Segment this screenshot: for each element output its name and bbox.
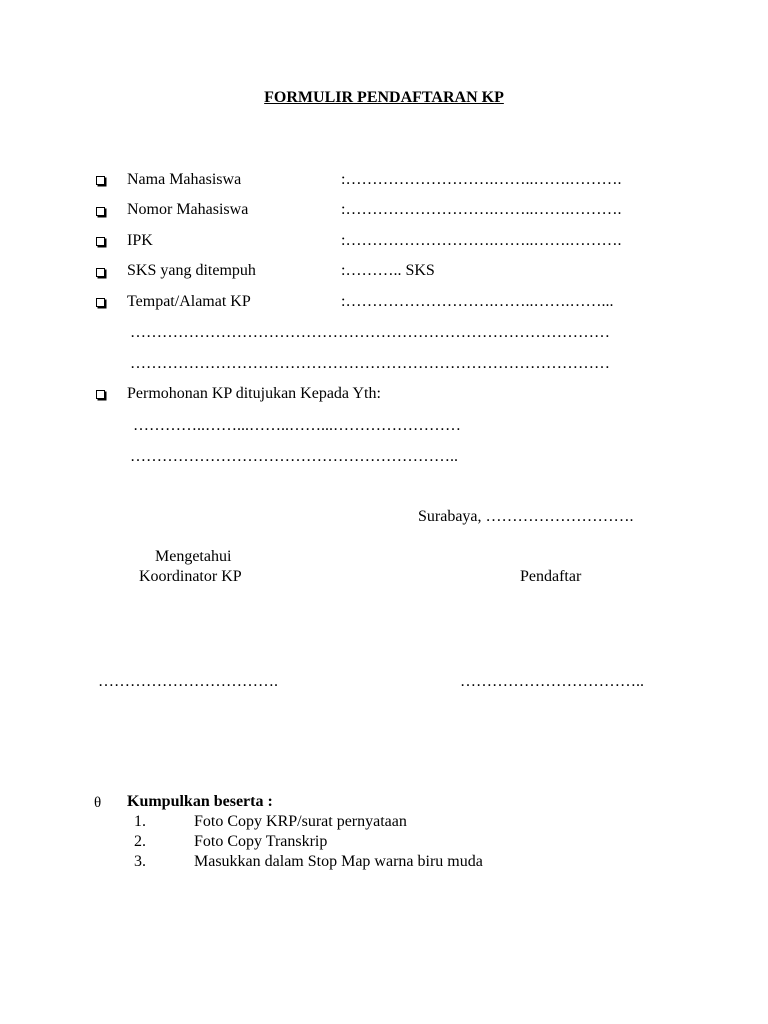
- coordinator-signature-line[interactable]: …………………………….: [98, 673, 278, 690]
- field-value-nama[interactable]: :……………………….……..…….……….: [341, 171, 622, 188]
- form-title: FORMULIR PENDAFTARAN KP: [264, 89, 504, 106]
- field-label-tempat: Tempat/Alamat KP: [127, 293, 251, 310]
- theta-bullet-icon: θ: [94, 795, 102, 811]
- address-line[interactable]: ………………………………………………………………………………: [130, 355, 610, 372]
- registrant-label: Pendaftar: [520, 568, 582, 585]
- list-item: Masukkan dalam Stop Map warna biru muda: [194, 853, 483, 870]
- list-item: Foto Copy KRP/surat pernyataan: [194, 813, 407, 830]
- list-item-number: 3.: [134, 853, 146, 870]
- checkbox-icon: [96, 268, 105, 277]
- checkbox-icon: [96, 176, 105, 185]
- checkbox-icon: [96, 237, 105, 246]
- field-label-ipk: IPK: [127, 232, 153, 249]
- notes-heading: Kumpulkan beserta :: [127, 793, 273, 810]
- field-value-sks[interactable]: :……….. SKS: [341, 262, 435, 279]
- approval-label: Mengetahui: [155, 548, 232, 565]
- field-value-ipk[interactable]: :……………………….……..…….……….: [341, 232, 622, 249]
- field-value-nomor[interactable]: :……………………….……..…….……….: [341, 201, 622, 218]
- checkbox-icon: [96, 207, 105, 216]
- field-label-sks: SKS yang ditempuh: [127, 262, 256, 279]
- registrant-signature-line[interactable]: ……………………………..: [460, 673, 644, 690]
- field-label-nama: Nama Mahasiswa: [127, 171, 242, 188]
- field-label-nomor: Nomor Mahasiswa: [127, 201, 249, 218]
- checkbox-icon: [96, 390, 105, 399]
- list-item: Foto Copy Transkrip: [194, 833, 328, 850]
- coordinator-label: Koordinator KP: [139, 568, 242, 585]
- field-value-tempat[interactable]: :……………………….……..…….……...: [341, 293, 614, 310]
- place-date[interactable]: Surabaya, ……………………….: [418, 508, 634, 525]
- address-line[interactable]: ………………………………………………………………………………: [130, 324, 610, 341]
- request-line[interactable]: ……………………………………………………..: [130, 448, 458, 465]
- list-item-number: 2.: [134, 833, 146, 850]
- checkbox-icon: [96, 298, 105, 307]
- request-line[interactable]: …………..……...……..……...……………………: [133, 417, 461, 434]
- list-item-number: 1.: [134, 813, 146, 830]
- request-label: Permohonan KP ditujukan Kepada Yth:: [127, 385, 381, 402]
